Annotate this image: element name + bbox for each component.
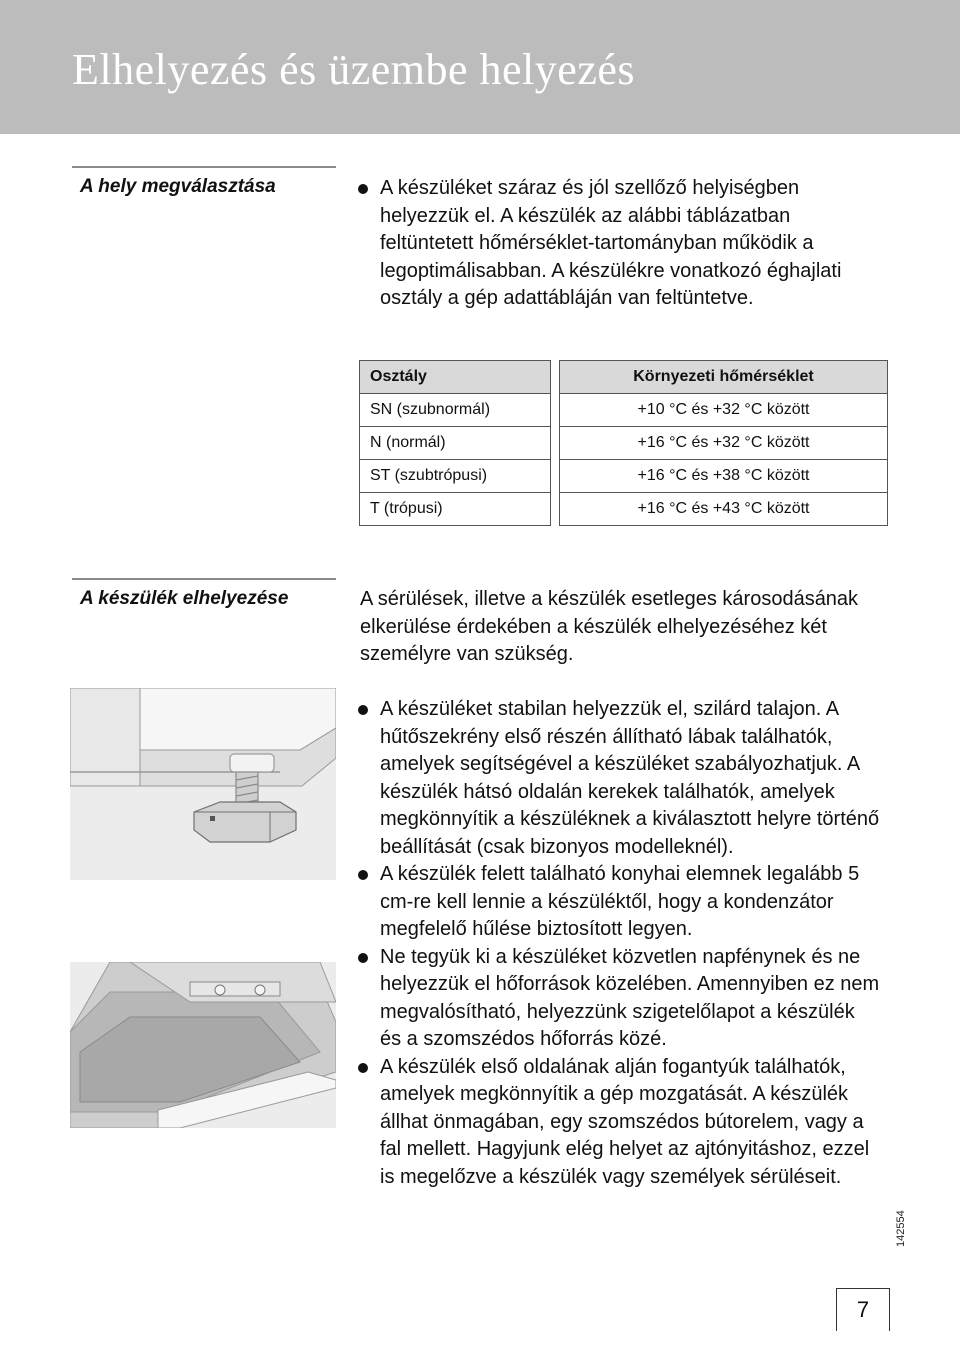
column-header-temperature: Környezeti hőmérséklet	[560, 361, 888, 394]
table-cell-temperature: +16 °C és +38 °C között	[560, 460, 888, 493]
bullet-item: A készüléket száraz és jól szellőző helyiségben helyezzük el. A készülék az alábbi táblázatban feltüntetett hőmérséklet-tartományban működik a legoptimálisabban. A készülékre vonatkozó éghajlati osztály a gép adattábláján van feltüntetve.	[356, 175, 856, 313]
placement-intro-paragraph: A sérülések, illetve a készülék esetleges károsodásának elkerülése érdekében a készülék elhelyezéséhez két személyre van szükség.	[360, 588, 859, 665]
bullet-item: Ne tegyük ki a készüléket közvetlen napfénynek és ne helyezzük el hőforrások közelében. Amennyiben ez nem megvalósítható, helyezzünk szigetelőlapot a készülék és a szomszédos hőforrás közé.	[356, 944, 880, 1054]
page-number: 7	[836, 1288, 890, 1331]
table-header-row	[360, 361, 888, 394]
appliance-base-illustration	[70, 962, 336, 1128]
table-cell-class: T (trópusi)	[360, 493, 551, 526]
climate-class-table	[359, 360, 888, 526]
table-row	[360, 427, 888, 460]
document-code-text: 142554	[895, 1210, 907, 1247]
table-cell-temperature: +10 °C és +32 °C között	[560, 394, 888, 427]
section-divider	[72, 166, 336, 168]
appliance-base-drawing	[70, 962, 336, 1128]
page-title: Elhelyezés és üzembe helyezés	[72, 45, 635, 94]
table-cell-temperature: +16 °C és +43 °C között	[560, 493, 888, 526]
table-cell-temperature: +16 °C és +32 °C között	[560, 427, 888, 460]
bullet-item: A készülék felett található konyhai elemnek legalább 5 cm-re kell lennie a készüléktől, hogy a kondenzátor megfelelő hűlése biztosított legyen.	[356, 861, 880, 944]
bullet-item: A készüléket stabilan helyezzük el, szilárd talajon. A hűtőszekrény első részén állítható lábak találhatók, amelyek segítségével a készüléket szabályozhatjuk. A készülék hátsó oldalán kerekek találhatók, amelyek megkönnyítik a készüléknek a kiválasztott helyre történő beállítását (csak bizonyos modelleknél).	[356, 696, 880, 861]
section-label-placement: A készülék elhelyezése	[80, 588, 289, 609]
location-bullet-list	[356, 175, 856, 313]
bullet-item: A készülék első oldalának alján fogantyúk találhatók, amelyek megkönnyítik a gép mozgatását. A készülék állhat önmagában, egy szomszédos bútorelem, vagy a fal mellett. Hagyjunk elég helyet az ajtónyitáshoz, ezzel is megelőzve a készülék vagy személyek sérüléseit.	[356, 1054, 880, 1192]
section-label-location: A hely megválasztása	[80, 176, 276, 197]
table-cell-class: ST (szubtrópusi)	[360, 460, 551, 493]
table-row	[360, 394, 888, 427]
adjustable-foot-illustration	[70, 688, 336, 880]
column-header-class: Osztály	[360, 361, 551, 394]
table-row	[360, 460, 888, 493]
table-cell-class: N (normál)	[360, 427, 551, 460]
document-code	[893, 1210, 923, 1265]
table-row	[360, 493, 888, 526]
adjustable-foot-drawing	[70, 688, 336, 880]
placement-bullet-list	[356, 696, 880, 1191]
table-cell-class: SN (szubnormál)	[360, 394, 551, 427]
section-divider	[72, 578, 336, 580]
